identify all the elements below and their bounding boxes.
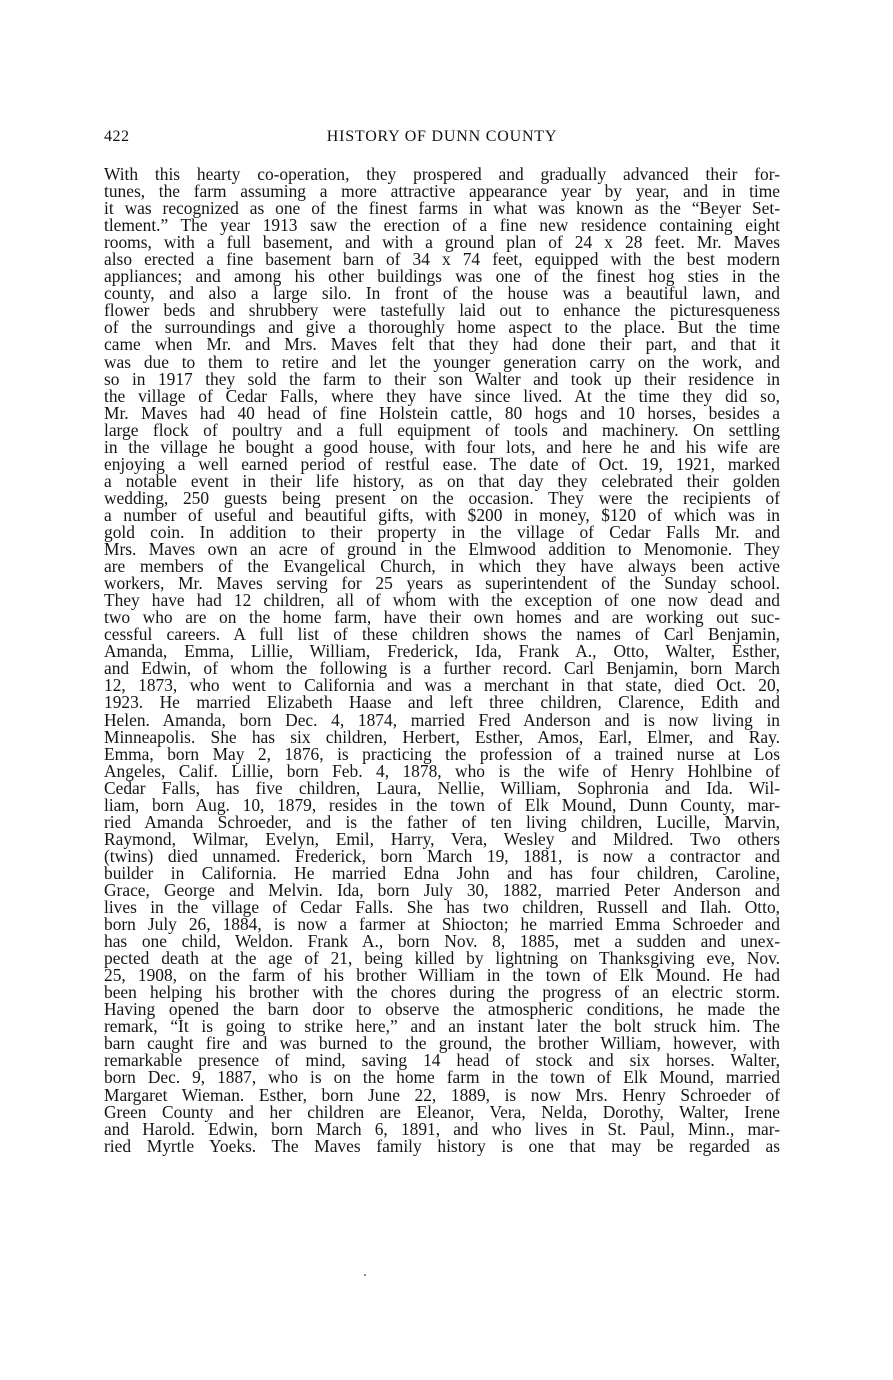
text-line: 12, 1873, who went to California and was a merchant in that state, died Oct. 20,	[104, 675, 780, 696]
text-line: Having opened the barn door to observe the atmospheric conditions, he made the	[104, 999, 780, 1020]
text-line: flower beds and shrubbery were tastefully laid out to enhance the picturesqueness	[104, 300, 780, 321]
text-line: was due to them to retire and let the younger generation carry on the work, and	[104, 351, 780, 372]
text-line: a number of useful and beautiful gifts, with $200 in money, $120 of which was in	[104, 504, 780, 525]
text-line: two who are on the home farm, have their own homes and are working out suc-	[104, 607, 780, 628]
print-speck	[364, 1274, 366, 1276]
text-line: gold coin. In addition to their property in the village of Cedar Falls Mr. and	[104, 521, 780, 542]
text-line: Minneapolis. She has six children, Herbert, Esther, Amos, Earl, Elmer, and Ray.	[104, 726, 780, 747]
text-line: With this hearty co-operation, they prospered and gradually advanced their for-	[104, 164, 780, 184]
text-line: Raymond, Wilmar, Evelyn, Emil, Harry, Vera, Wesley and Mildred. Two others	[104, 828, 780, 849]
text-line: also erected a fine basement barn of 34 x 74 feet, equipped with the best modern	[104, 249, 780, 270]
text-line: Green County and her children are Eleanor, Vera, Nelda, Dorothy, Walter, Irene	[104, 1101, 780, 1122]
text-line: pected death at the age of 21, being killed by lightning on Thanksgiving eve, Nov.	[104, 948, 780, 969]
text-line: Emma, born May 2, 1876, is practicing the profession of a trained nurse at Los	[104, 743, 780, 764]
text-line: and Harold. Edwin, born March 6, 1891, and who lives in St. Paul, Minn., mar-	[104, 1118, 780, 1139]
text-line: remark, “It is going to strike here,” and an instant later the bolt struck him. The	[104, 1016, 780, 1037]
text-line: in the village he bought a good house, with four lots, and here he and his wife are	[104, 436, 780, 457]
text-line: 1923. He married Elizabeth Haase and left three children, Clarence, Edith and	[104, 692, 780, 713]
text-line: lives in the village of Cedar Falls. She has two children, Russell and Ilah. Otto,	[104, 897, 780, 918]
text-line: appliances; and among his other buildings was one of the finest hog sties in the	[104, 266, 780, 287]
text-line: (twins) died unnamed. Frederick, born March 19, 1881, is now a contractor and	[104, 845, 780, 866]
running-title: HISTORY OF DUNN COUNTY	[326, 128, 558, 145]
text-line: ried Myrtle Yoeks. The Maves family history is one that may be regarded as	[104, 1135, 780, 1156]
text-line: born Dec. 9, 1887, who is on the home farm in the town of Elk Mound, married	[104, 1067, 780, 1088]
text-line: large flock of poultry and a full equipment of tools and machinery. On settling	[104, 419, 780, 440]
text-line: 25, 1908, on the farm of his brother William in the town of Elk Mound. He had	[104, 965, 780, 986]
text-line: builder in California. He married Edna John and has four children, Caroline,	[104, 862, 780, 883]
text-line: They have had 12 children, all of whom with the exception of one now dead and	[104, 590, 780, 611]
text-line: Mrs. Maves own an acre of ground in the Elmwood addition to Menomonie. They	[104, 539, 780, 560]
text-line: Helen. Amanda, born Dec. 4, 1874, married Fred Anderson and is now living in	[104, 709, 780, 730]
text-line: rooms, with a full basement, and with a ground plan of 24 x 28 feet. Mr. Maves	[104, 232, 780, 253]
text-line: ried Amanda Schroeder, and is the father of ten living children, Lucille, Marvin,	[104, 811, 780, 832]
text-line: came when Mr. and Mrs. Maves felt that they had done their part, and that it	[104, 334, 780, 355]
running-head	[104, 128, 780, 152]
text-line: tlement.” The year 1913 saw the erection of a fine new residence containing eight	[104, 215, 780, 236]
text-line: wedding, 250 guests being present on the occasion. They were the recipients of	[104, 487, 780, 508]
text-line: are members of the Evangelical Church, in which they have always been active	[104, 556, 780, 577]
page-number: 422	[104, 128, 130, 145]
text-line: it was recognized as one of the finest farms in what was known as the “Beyer Set-	[104, 198, 780, 219]
text-line: been helping his brother with the chores during the progress of an electric storm.	[104, 982, 780, 1003]
text-line: Margaret Wieman. Esther, born June 22, 1889, is now Mrs. Henry Schroeder of	[104, 1084, 780, 1105]
text-line: Amanda, Emma, Lillie, William, Frederick, Ida, Frank A., Otto, Walter, Esther,	[104, 641, 780, 662]
text-line: has one child, Weldon. Frank A., born Nov. 8, 1885, met a sudden and unex-	[104, 931, 780, 952]
text-line: of the surroundings and give a thoroughly home aspect to the place. But the time	[104, 317, 780, 338]
text-line: remarkable presence of mind, saving 14 head of stock and six horses. Walter,	[104, 1050, 780, 1071]
text-line: and Edwin, of whom the following is a further record. Carl Benjamin, born March	[104, 658, 780, 679]
body-paragraph	[104, 166, 780, 1155]
text-line: the village of Cedar Falls, where they have since lived. At the time they did so,	[104, 385, 780, 406]
text-line: liam, born Aug. 10, 1879, resides in the town of Elk Mound, Dunn County, mar-	[104, 794, 780, 815]
text-line: so in 1917 they sold the farm to their son Walter and took up their residence in	[104, 368, 780, 389]
text-line: county, and also a large silo. In front of the house was a beautiful lawn, and	[104, 283, 780, 304]
text-line: Grace, George and Melvin. Ida, born July 30, 1882, married Peter Anderson and	[104, 879, 780, 900]
text-line: a notable event in their life history, as on that day they celebrated their golden	[104, 470, 780, 491]
text-line: Angeles, Calif. Lillie, born Feb. 4, 1878, who is the wife of Henry Hohlbine of	[104, 760, 780, 781]
text-line: enjoying a well earned period of restful ease. The date of Oct. 19, 1921, marked	[104, 453, 780, 474]
text-line: Mr. Maves had 40 head of fine Holstein cattle, 80 hogs and 10 horses, besides a	[104, 402, 780, 423]
text-line: born July 26, 1884, is now a farmer at Shiocton; he married Emma Schroeder and	[104, 914, 780, 935]
text-line: tunes, the farm assuming a more attractive appearance year by year, and in time	[104, 181, 780, 202]
text-line: Cedar Falls, has five children, Laura, Nellie, William, Sophronia and Ida. Wil-	[104, 777, 780, 798]
text-line: workers, Mr. Maves serving for 25 years as superintendent of the Sunday school.	[104, 573, 780, 594]
text-line: cessful careers. A full list of these children shows the names of Carl Benjamin,	[104, 624, 780, 645]
text-line: barn caught fire and was burned to the ground, the brother William, however, with	[104, 1033, 780, 1054]
